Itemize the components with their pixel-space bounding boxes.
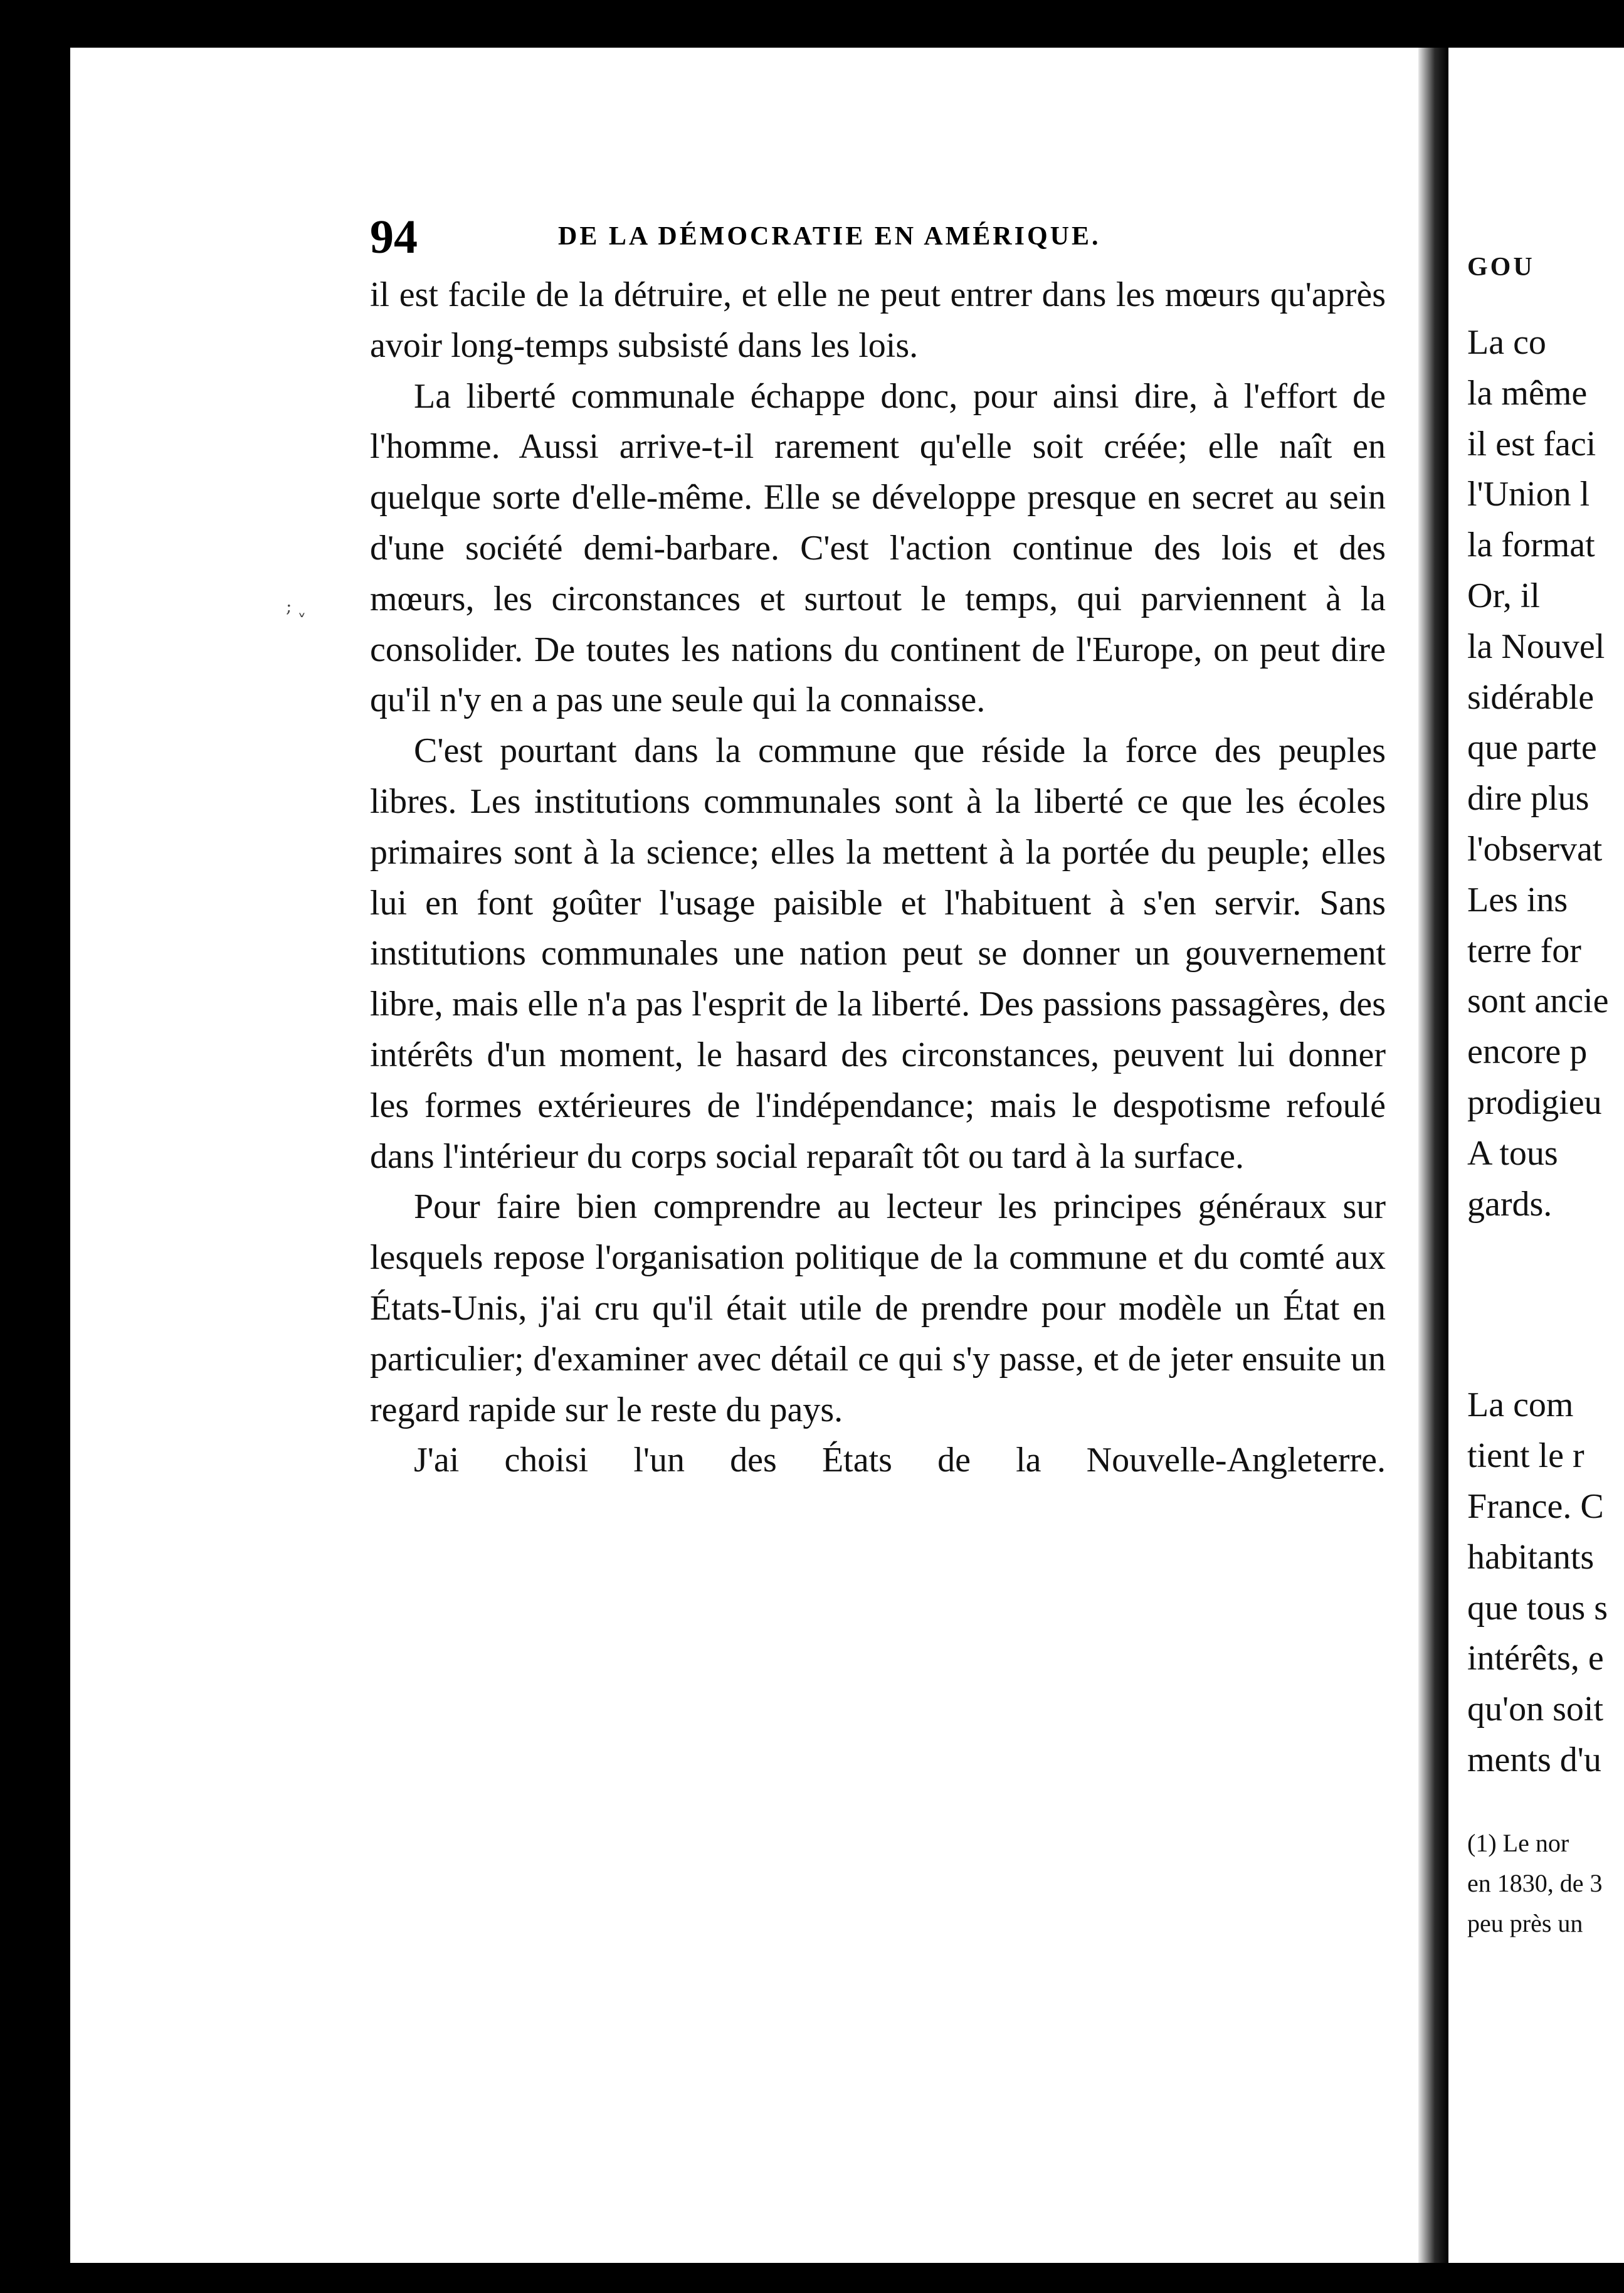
right-page-line: que tous s	[1467, 1588, 1608, 1628]
right-page-line: sidérable	[1467, 677, 1595, 717]
right-page-line: encore p	[1467, 1032, 1588, 1072]
paragraph-2: La liberté communale échappe donc, pour ainsi dire, à l'effort de l'homme. Aussi arrive-t-il rarement qu'elle soit créée; elle naît en quelque sorte d'elle-même. Elle se développe presque en secret au sein d'une société demi-barbare. C'est l'action continue des lois et des mœurs, les circonstances et surtout le temps, qui parviennent à la consolider. De toutes les nations du continent de l'Europe, on peut dire qu'il n'y en a pas une seule qui la connaisse.	[370, 376, 1386, 720]
right-page-line: la Nouvel	[1467, 627, 1605, 666]
right-page-line: Or, il	[1467, 576, 1540, 615]
right-page-line: en 1830, de 3	[1467, 1868, 1603, 1897]
footnote-gap	[1467, 1786, 1624, 1823]
right-page-line: France. C	[1467, 1486, 1604, 1526]
right-page-line: La co	[1467, 323, 1546, 362]
right-running-head: GOU	[1467, 253, 1535, 282]
right-page-line: qu'on soit	[1467, 1690, 1603, 1729]
margin-mark: ; ˬ	[286, 596, 307, 617]
paragraph-3: C'est pourtant dans la commune que réside la force des peuples libres. Les institutions communales sont à la liberté ce que les écoles primaires sont à la science; elles la mettent à la portée du peuple; elles lui en font goûter l'usage paisible et l'habituent à s'en servir. Sans institutions communales une nation peut se donner un gouvernement libre, mais elle n'a pas l'esprit de la liberté. Des passions passagères, des intérêts d'un moment, le hasard des circonstances, peuvent lui donner les formes extérieures de l'indépendance; mais le despotisme refoulé dans l'intérieur du corps social reparaît tôt ou tard à la surface.	[370, 731, 1386, 1176]
right-page-line: sont ancie	[1467, 982, 1609, 1021]
right-page-footnote	[1467, 1823, 1624, 1944]
right-page-line: Les ins	[1467, 880, 1568, 919]
right-page-line: (1) Le nor	[1467, 1828, 1569, 1857]
book-gutter	[1418, 48, 1448, 2263]
right-page-line: dire plus	[1467, 779, 1590, 818]
right-page-line: La com	[1467, 1385, 1574, 1425]
right-page-line: peu près un	[1467, 1909, 1583, 1937]
right-page-line: A tous	[1467, 1133, 1558, 1173]
right-page-line: gards.	[1467, 1184, 1553, 1224]
right-page-line: l'observat	[1467, 829, 1603, 869]
paragraph-5: J'ai choisi l'un des États de la Nouvelle-Angleterre.	[414, 1441, 1386, 1480]
running-head	[370, 176, 1386, 270]
running-head-title: DE LA DÉMOCRATIE EN AMÉRIQUE.	[558, 222, 1101, 251]
paragraph-4: Pour faire bien comprendre au lecteur les principes généraux sur lesquels repose l'organisation politique de la commune et du comté aux États-Unis, j'ai cru qu'il était utile de prendre pour modèle un État en particulier; d'examiner avec détail ce qui s'y passe, et de jeter ensuite un regard rapide sur le reste du pays.	[370, 1187, 1386, 1429]
section-gap	[1467, 1229, 1624, 1380]
right-page-line: intérêts, e	[1467, 1639, 1604, 1678]
right-page-line: la même	[1467, 373, 1588, 413]
right-page-text	[1467, 217, 1624, 1944]
right-page-line: prodigieu	[1467, 1083, 1602, 1122]
right-page-line: l'Union l	[1467, 475, 1590, 514]
right-page-lines-top	[1467, 317, 1624, 1229]
right-page-line: ments d'u	[1467, 1740, 1601, 1779]
right-page-line: il est faci	[1467, 424, 1596, 463]
right-page-line: habitants	[1467, 1537, 1595, 1577]
right-page	[1448, 48, 1624, 2263]
paragraph-1: il est facile de la détruire, et elle ne peut entrer dans les mœurs qu'après avoir long-temps subsisté dans les lois.	[370, 275, 1386, 365]
right-page-line: la format	[1467, 526, 1595, 565]
page-number: 94	[370, 211, 418, 263]
body-text	[370, 270, 1386, 1486]
right-page-lines-bottom	[1467, 1380, 1624, 1785]
right-page-line: que parte	[1467, 728, 1597, 768]
right-page-line: terre for	[1467, 931, 1581, 970]
right-page-line: tient le r	[1467, 1436, 1584, 1476]
